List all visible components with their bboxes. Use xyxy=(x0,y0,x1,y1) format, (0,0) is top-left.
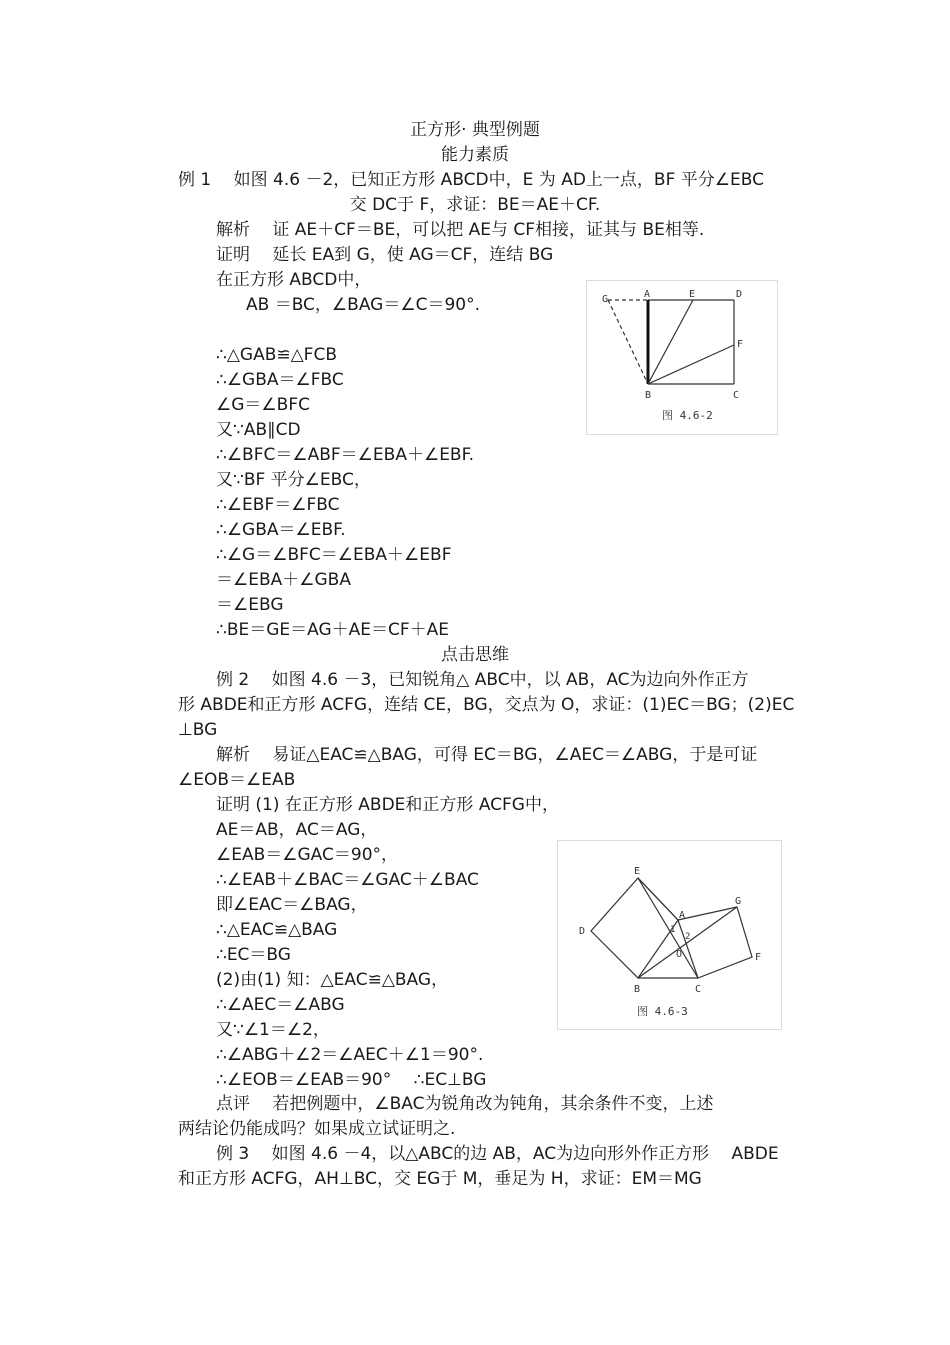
proof-step: 在正方形 ABCD中， xyxy=(216,270,372,290)
review-cont: 两结论仍能成吗？如果成立试证明之. xyxy=(178,1119,456,1139)
segment-gb xyxy=(608,300,648,384)
proof-step: ∠EAB＝∠GAC＝90°， xyxy=(216,845,399,865)
proof-step: AB ＝BC，∠BAG＝∠C＝90°. xyxy=(246,295,480,315)
point-label-g: G xyxy=(735,896,742,907)
square-abde xyxy=(591,878,678,978)
point-label-f: F xyxy=(755,952,762,963)
point-label-o: O xyxy=(676,949,683,960)
proof-step: ∴∠EOB＝∠EAB＝90° ∴EC⊥BG xyxy=(216,1070,487,1090)
figure-caption: 图 4.6-2 xyxy=(662,409,713,422)
figure-4-6-3 xyxy=(557,840,782,1030)
proof-step: ∠G＝∠BFC xyxy=(216,395,310,415)
point-label-g: G xyxy=(602,294,609,305)
segment-bf xyxy=(648,345,734,384)
example-2-line-2: 形 ABDE和正方形 ACFG，连结 CE，BG，交点为 O，求证：(1)EC＝BG；(2)EC xyxy=(178,695,795,715)
proof-step: 证明 (1) 在正方形 ABDE和正方形 ACFG中， xyxy=(216,795,559,815)
figure-4-6-2 xyxy=(586,280,778,435)
proof-step: AE＝AB，AC＝AG， xyxy=(216,820,378,840)
proof-step: ∴∠GBA＝∠FBC xyxy=(216,370,344,390)
point-label-c: C xyxy=(733,390,740,401)
proof-step: ∴∠EBF＝∠FBC xyxy=(216,495,340,515)
example-2-line-3: ⊥BG xyxy=(178,720,218,740)
proof-step: 即∠EAC＝∠BAG， xyxy=(216,895,368,915)
section-heading: 能力素质 xyxy=(441,145,509,165)
proof-step: ＝∠EBG xyxy=(216,595,284,615)
point-label-d: D xyxy=(579,926,586,937)
proof-step: (2)由(1) 知：△EAC≌△BAG， xyxy=(216,970,449,990)
point-label-a: A xyxy=(679,910,686,921)
figure-frame xyxy=(558,841,782,1030)
segment-ea xyxy=(638,878,678,920)
point-label-e: E xyxy=(689,289,696,300)
example-1-proof-intro: 证明 延长 EA到 G，使 AG＝CF，连结 BG xyxy=(216,245,554,265)
example-2-analysis-cont: ∠EOB＝∠EAB xyxy=(178,770,296,790)
angle-label-1: 1 xyxy=(670,925,676,935)
proof-step: ∴∠AEC＝∠ABG xyxy=(216,995,345,1015)
point-label-a: A xyxy=(644,289,651,300)
example-2-line-1: 例 2 如图 4.6 －3，已知锐角△ ABC中，以 AB，AC为边向外作正方 xyxy=(216,670,749,690)
proof-step: ∴△EAC≌△BAG xyxy=(216,920,338,940)
page-title: 正方形· 典型例题 xyxy=(410,120,540,140)
point-label-b: B xyxy=(645,390,652,401)
proof-step: ∴∠G＝∠BFC＝∠EBA＋∠EBF xyxy=(216,545,452,565)
point-label-f: F xyxy=(737,339,744,350)
proof-step: ∴∠BFC＝∠ABF＝∠EBA＋∠EBF. xyxy=(216,445,475,465)
proof-step: ∴∠GBA＝∠EBF. xyxy=(216,520,346,540)
section-heading: 点击思维 xyxy=(441,645,509,665)
segment-ec xyxy=(638,878,698,978)
example-1-line-2: 交 DC于 F，求证：BE＝AE＋CF. xyxy=(349,195,601,215)
example-1-line-1: 例 1 如图 4.6 －2，已知正方形 ABCD中，E 为 AD上一点，BF 平分∠EBC xyxy=(178,170,764,190)
proof-step: ∴∠ABG＋∠2＝∠AEC＋∠1＝90°. xyxy=(216,1045,484,1065)
proof-step: ∴EC＝BG xyxy=(216,945,291,965)
proof-step: ＝∠EBA＋∠GBA xyxy=(216,570,351,590)
review: 点评 若把例题中，∠BAC为锐角改为钝角，其余条件不变，上述 xyxy=(216,1094,714,1114)
example-1-analysis: 解析 证 AE＋CF＝BE，可以把 AE与 CF相接，证其与 BE相等. xyxy=(216,220,705,240)
example-3-line-2: 和正方形 ACFG，AH⊥BC，交 EG于 M，垂足为 H，求证：EM＝MG xyxy=(178,1169,702,1189)
figure-caption: 图 4.6-3 xyxy=(637,1005,688,1018)
example-2-analysis: 解析 易证△EAC≌△BAG，可得 EC＝BG，∠AEC＝∠ABG，于是可证 xyxy=(216,745,758,765)
proof-step: 又∵BF 平分∠EBC， xyxy=(216,470,371,490)
proof-step: ∴△GAB≌△FCB xyxy=(216,345,337,365)
point-label-b: B xyxy=(634,984,641,995)
point-label-e: E xyxy=(634,866,641,877)
point-label-c: C xyxy=(695,984,702,995)
example-3-line-1: 例 3 如图 4.6 －4，以△ABC的边 AB，AC为边向形外作正方形 ABDE xyxy=(216,1144,779,1164)
proof-step: ∴∠EAB＋∠BAC＝∠GAC＋∠BAC xyxy=(216,870,479,890)
segment-be xyxy=(648,300,693,384)
angle-label-2: 2 xyxy=(685,932,691,942)
proof-step: 又∵∠1＝∠2， xyxy=(216,1020,330,1040)
proof-step: 又∵AB∥CD xyxy=(216,420,301,440)
square-acfg xyxy=(678,907,752,978)
proof-step: ∴BE＝GE＝AG＋AE＝CF＋AE xyxy=(216,620,450,640)
point-label-d: D xyxy=(736,289,743,300)
